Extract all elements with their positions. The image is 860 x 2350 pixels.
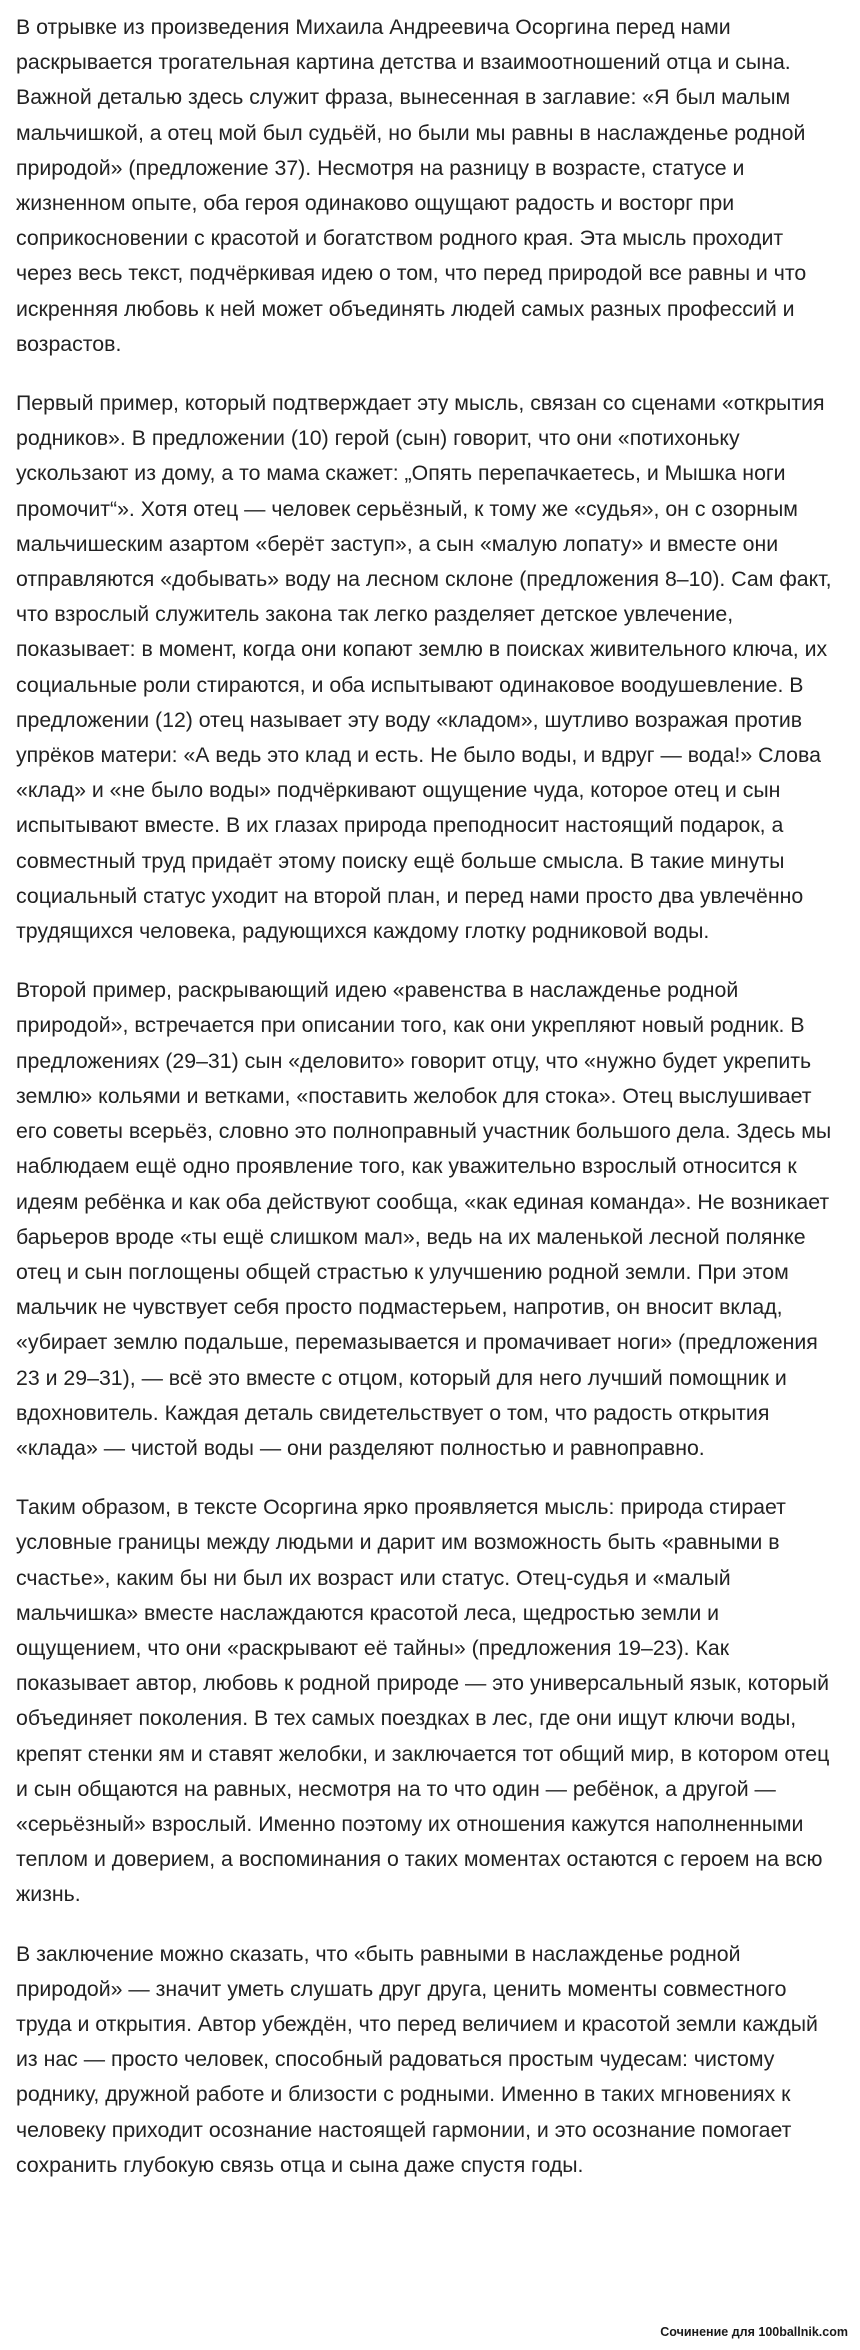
essay-paragraph: Таким образом, в тексте Осоргина ярко проявляется мысль: природа стирает условные границы между людьми и дарит им возможность быть «равными в счастье», каким бы ни был их возраст или статус. Отец-судья и «малый мальчишка» вместе наслаждаются красотой леса, щедростью земли и ощущением, что они «раскрывают её тайны» (предложения 19–23). Как показывает автор, любовь к родной природе — это универсальный язык, который объединяет поколения. В тех самых поездках в лес, где они ищут ключи воды, крепят стенки ям и ставят желобки, и заключается тот общий мир, в котором отец и сын общаются на равных, несмотря на то что один — ребёнок, а другой — «серьёзный» взрослый. Именно поэтому их отношения кажутся наполненными теплом и доверием, а воспоминания о таких моментах остаются с героем на всю жизнь. — [16, 1495, 830, 1907]
essay-paragraph: Второй пример, раскрывающий идею «равенства в наслажденье родной природой», встречается при описании того, как они укрепляют новый родник. В предложениях (29–31) сын «деловито» говорит отцу, что «нужно будет укрепить землю» кольями и ветками, «поставить желобок для стока». Отец выслушивает его советы всерьёз, словно это полноправный участник большого дела. Здесь мы наблюдаем ещё одно проявление того, как уважительно взрослый относится к идеям ребёнка и как оба действуют сообща, «как единая команда». Не возникает барьеров вроде «ты ещё слишком мал», ведь на их маленькой лесной полянке отец и сын поглощены общей страстью к улучшению родной земли. При этом мальчик не чувствует себя просто подмастерьем, напротив, он вносит вклад, «убирает землю подальше, перемазывается и промачивает ноги» (предложения 23 и 29–31), — всё это вместе с отцом, который для него лучший помощник и вдохновитель. Каждая деталь свидетельствует о том, что радость открытия «клада» — чистой воды — они разделяют полностью и равноправно. — [16, 978, 832, 1460]
essay-paragraph: В заключение можно сказать, что «быть равными в наслажденье родной природой» — значит уметь слушать друг друга, ценить моменты совместного труда и открытия. Автор убеждён, что перед величием и красотой земли каждый из нас — просто человек, способный радоваться простым чудесам: чистому роднику, дружной работе и близости с родными. Именно в таких мгновениях к человеку приходит осознание настоящей гармонии, и это осознание помогает сохранить глубокую связь отца и сына даже спустя годы. — [16, 1941, 818, 2177]
watermark: Сочинение для 100ballnik.com — [660, 2325, 848, 2339]
essay-text — [16, 10, 840, 2207]
essay-paragraph: В отрывке из произведения Михаила Андреевича Осоргина перед нами раскрывается трогательная картина детства и взаимоотношений отца и сына. Важной деталью здесь служит фраза, вынесенная в заглавие: «Я был малым мальчишкой, а отец мой был судьёй, но были мы равны в наслажденье родной природой» (предложение 37). Несмотря на разницу в возрасте, статусе и жизненном опыте, оба героя одинаково ощущают радость и восторг при соприкосновении с красотой и богатством родного края. Эта мысль проходит через весь текст, подчёркивая идею о том, что перед природой все равны и что искренняя любовь к ней может объединять людей самых разных профессий и возрастов. — [16, 15, 807, 356]
essay-paragraph: Первый пример, который подтверждает эту мысль, связан со сценами «открытия родников». В предложении (10) герой (сын) говорит, что они «потихоньку ускользают из дому, а то мама скажет: „Опять перепачкаетесь, и Мышка ноги промочит“». Хотя отец — человек серьёзный, к тому же «судья», он с озорным мальчишеским азартом «берёт заступ», а сын «малую лопату» и вместе они отправляются «добывать» воду на лесном склоне (предложения 8–10). Сам факт, что взрослый служитель закона так легко разделяет детское увлечение, показывает: в момент, когда они копают землю в поисках живительного ключа, их социальные роли стираются, и оба испытывают одинаковое воодушевление. В предложении (12) отец называет эту воду «кладом», шутливо возражая против упрёков матери: «А ведь это клад и есть. Не было воды, и вдруг — вода!» Слова «клад» и «не было воды» подчёркивают ощущение чуда, которое отец и сын испытывают вместе. В их глазах природа преподносит настоящий подарок, а совместный труд придаёт этому поиску ещё больше смысла. В такие минуты социальный статус уходит на второй план, и перед нами просто два увлечённо трудящихся человека, радующихся каждому глотку родниковой воды. — [16, 391, 832, 944]
